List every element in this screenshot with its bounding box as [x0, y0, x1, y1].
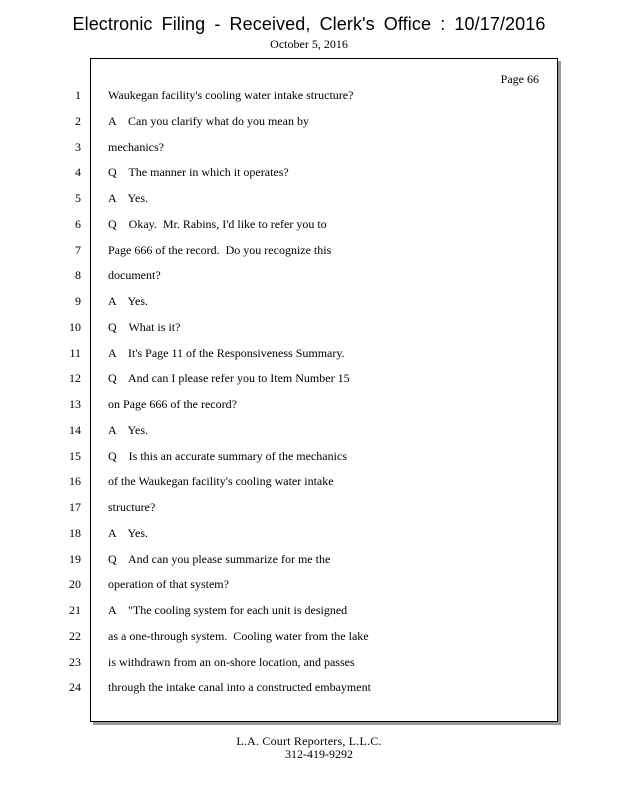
line-text: A Yes.	[108, 422, 149, 437]
line-text: structure?	[108, 500, 156, 515]
line-text: A Yes.	[108, 191, 149, 206]
line-number: 18	[69, 525, 81, 540]
line-number: 11	[69, 345, 81, 360]
line-text: of the Waukegan facility's cooling water intake	[108, 474, 334, 489]
line-number: 5	[75, 191, 81, 206]
line-text: Q Is this an accurate summary of the mechanics	[108, 448, 347, 463]
line-text: is withdrawn from an on-shore location, and passes	[108, 654, 355, 669]
line-text: Q The manner in which it operates?	[108, 165, 289, 180]
line-text: document?	[108, 268, 161, 283]
line-number: 6	[75, 216, 81, 231]
line-text: Page 666 of the record. Do you recognize this	[108, 242, 332, 257]
reporter-company: L.A. Court Reporters, L.L.C.	[236, 734, 382, 748]
transcript-page	[69, 58, 558, 722]
line-text: mechanics?	[108, 139, 164, 154]
line-number: 19	[69, 551, 81, 566]
transcript-date: October 5, 2016	[270, 37, 348, 51]
line-text: on Page 666 of the record?	[108, 397, 237, 412]
line-number: 2	[75, 113, 81, 128]
line-text: operation of that system?	[108, 577, 229, 592]
line-number: 13	[69, 397, 81, 412]
line-number: 4	[75, 165, 81, 180]
line-text: Q And can I please refer you to Item Number 15	[108, 371, 350, 386]
line-text: through the intake canal into a constructed embayment	[108, 680, 371, 695]
line-number: 14	[69, 422, 81, 437]
line-text: A Can you clarify what do you mean by	[108, 113, 309, 128]
line-number: 3	[75, 139, 81, 154]
line-number: 1	[75, 88, 81, 102]
line-number: 24	[69, 680, 81, 695]
line-number: 12	[69, 371, 81, 386]
line-number: 22	[69, 628, 81, 643]
line-number: 7	[75, 242, 81, 257]
line-number: 23	[69, 654, 81, 669]
line-text: A Yes.	[108, 294, 149, 309]
line-number: 21	[69, 603, 81, 618]
line-number: 10	[69, 319, 81, 334]
line-text: A Yes.	[108, 525, 149, 540]
line-number: 16	[69, 474, 81, 489]
filing-stamp: Electronic Filing - Received, Clerk's Office : 10/17/2016	[72, 14, 546, 34]
line-text: Waukegan facility's cooling water intake structure?	[108, 88, 354, 102]
line-text: Q Okay. Mr. Rabins, I'd like to refer you to	[108, 216, 327, 231]
reporter-phone: 312-419-9292	[285, 747, 353, 761]
line-text: A "The cooling system for each unit is designed	[108, 603, 348, 618]
line-number: 17	[69, 500, 81, 515]
line-text: Q What is it?	[108, 319, 181, 334]
line-number: 8	[75, 268, 81, 283]
line-number: 20	[69, 577, 81, 592]
line-number: 15	[69, 448, 81, 463]
page-number: Page 66	[500, 72, 539, 86]
line-number: 9	[75, 294, 81, 309]
line-text: A It's Page 11 of the Responsiveness Summary.	[108, 345, 345, 360]
line-text: Q And can you please summarize for me the	[108, 551, 331, 566]
line-text: as a one-through system. Cooling water from the lake	[108, 628, 369, 643]
